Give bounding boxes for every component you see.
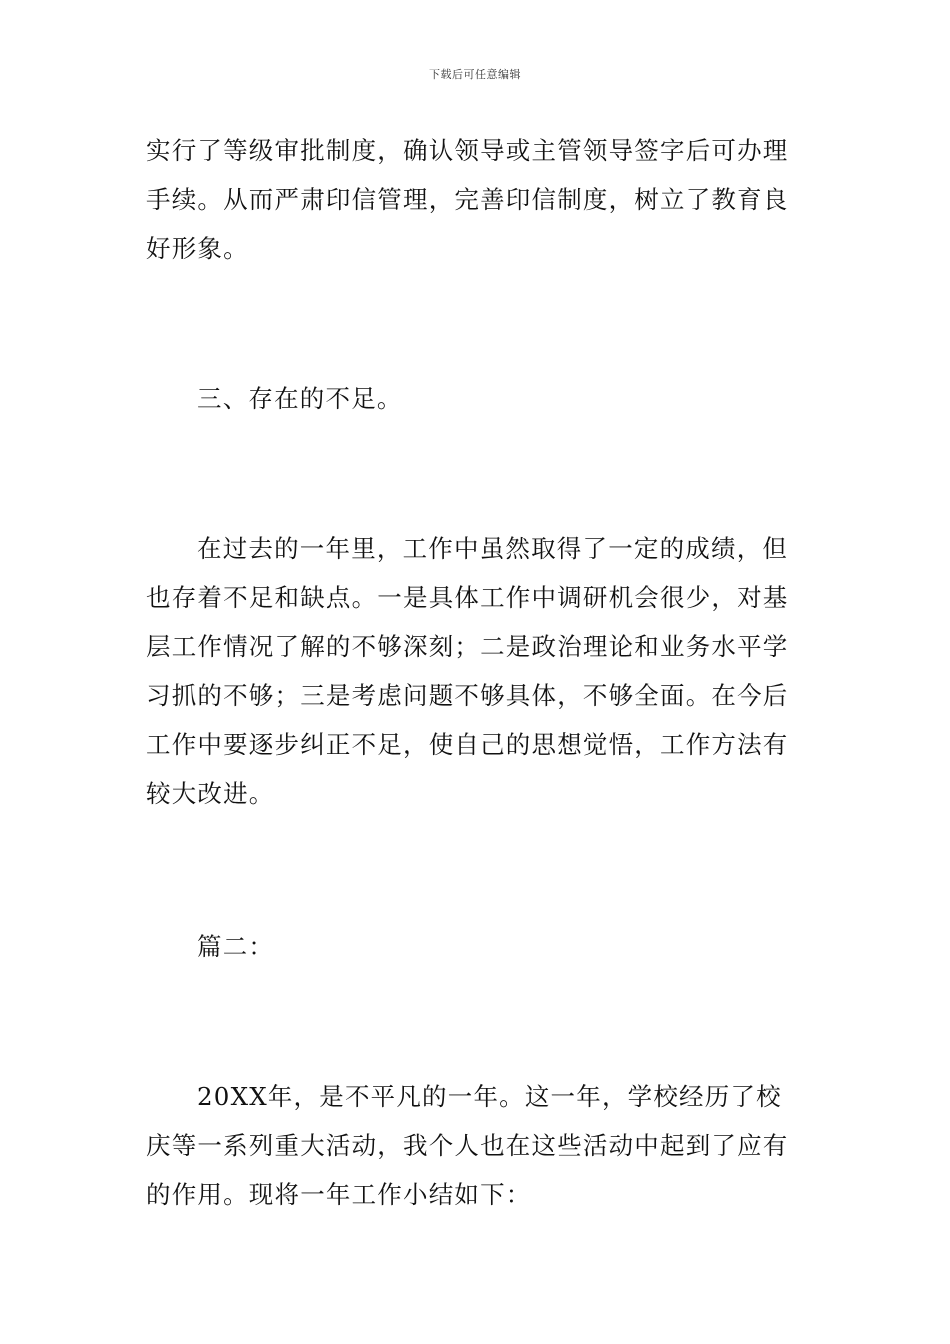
section-heading-shortcomings: 三、存在的不足。	[197, 384, 403, 413]
body-paragraph-continued: 实行了等级审批制度，确认领导或主管领导签字后可办理手续。从而严肃印信管理，完善印信制度，树立了教育良好形象。	[146, 136, 789, 263]
page-header-note: 下载后可任意编辑	[429, 68, 521, 81]
part-two-heading: 篇二：	[197, 932, 275, 961]
body-paragraph-intro: 20XX年，是不平凡的一年。这一年，学校经历了校庆等一系列重大活动，我个人也在这些活动中起到了应有的作用。现将一年工作小结如下：	[146, 1082, 789, 1209]
body-paragraph-shortcomings: 在过去的一年里，工作中虽然取得了一定的成绩，但也存着不足和缺点。一是具体工作中调研机会很少，对基层工作情况了解的不够深刻；二是政治理论和业务水平学习抓的不够；三是考虑问题不够具体，不够全面。在今后工作中要逐步纠正不足，使自己的思想觉悟，工作方法有较大改进。	[146, 534, 789, 808]
